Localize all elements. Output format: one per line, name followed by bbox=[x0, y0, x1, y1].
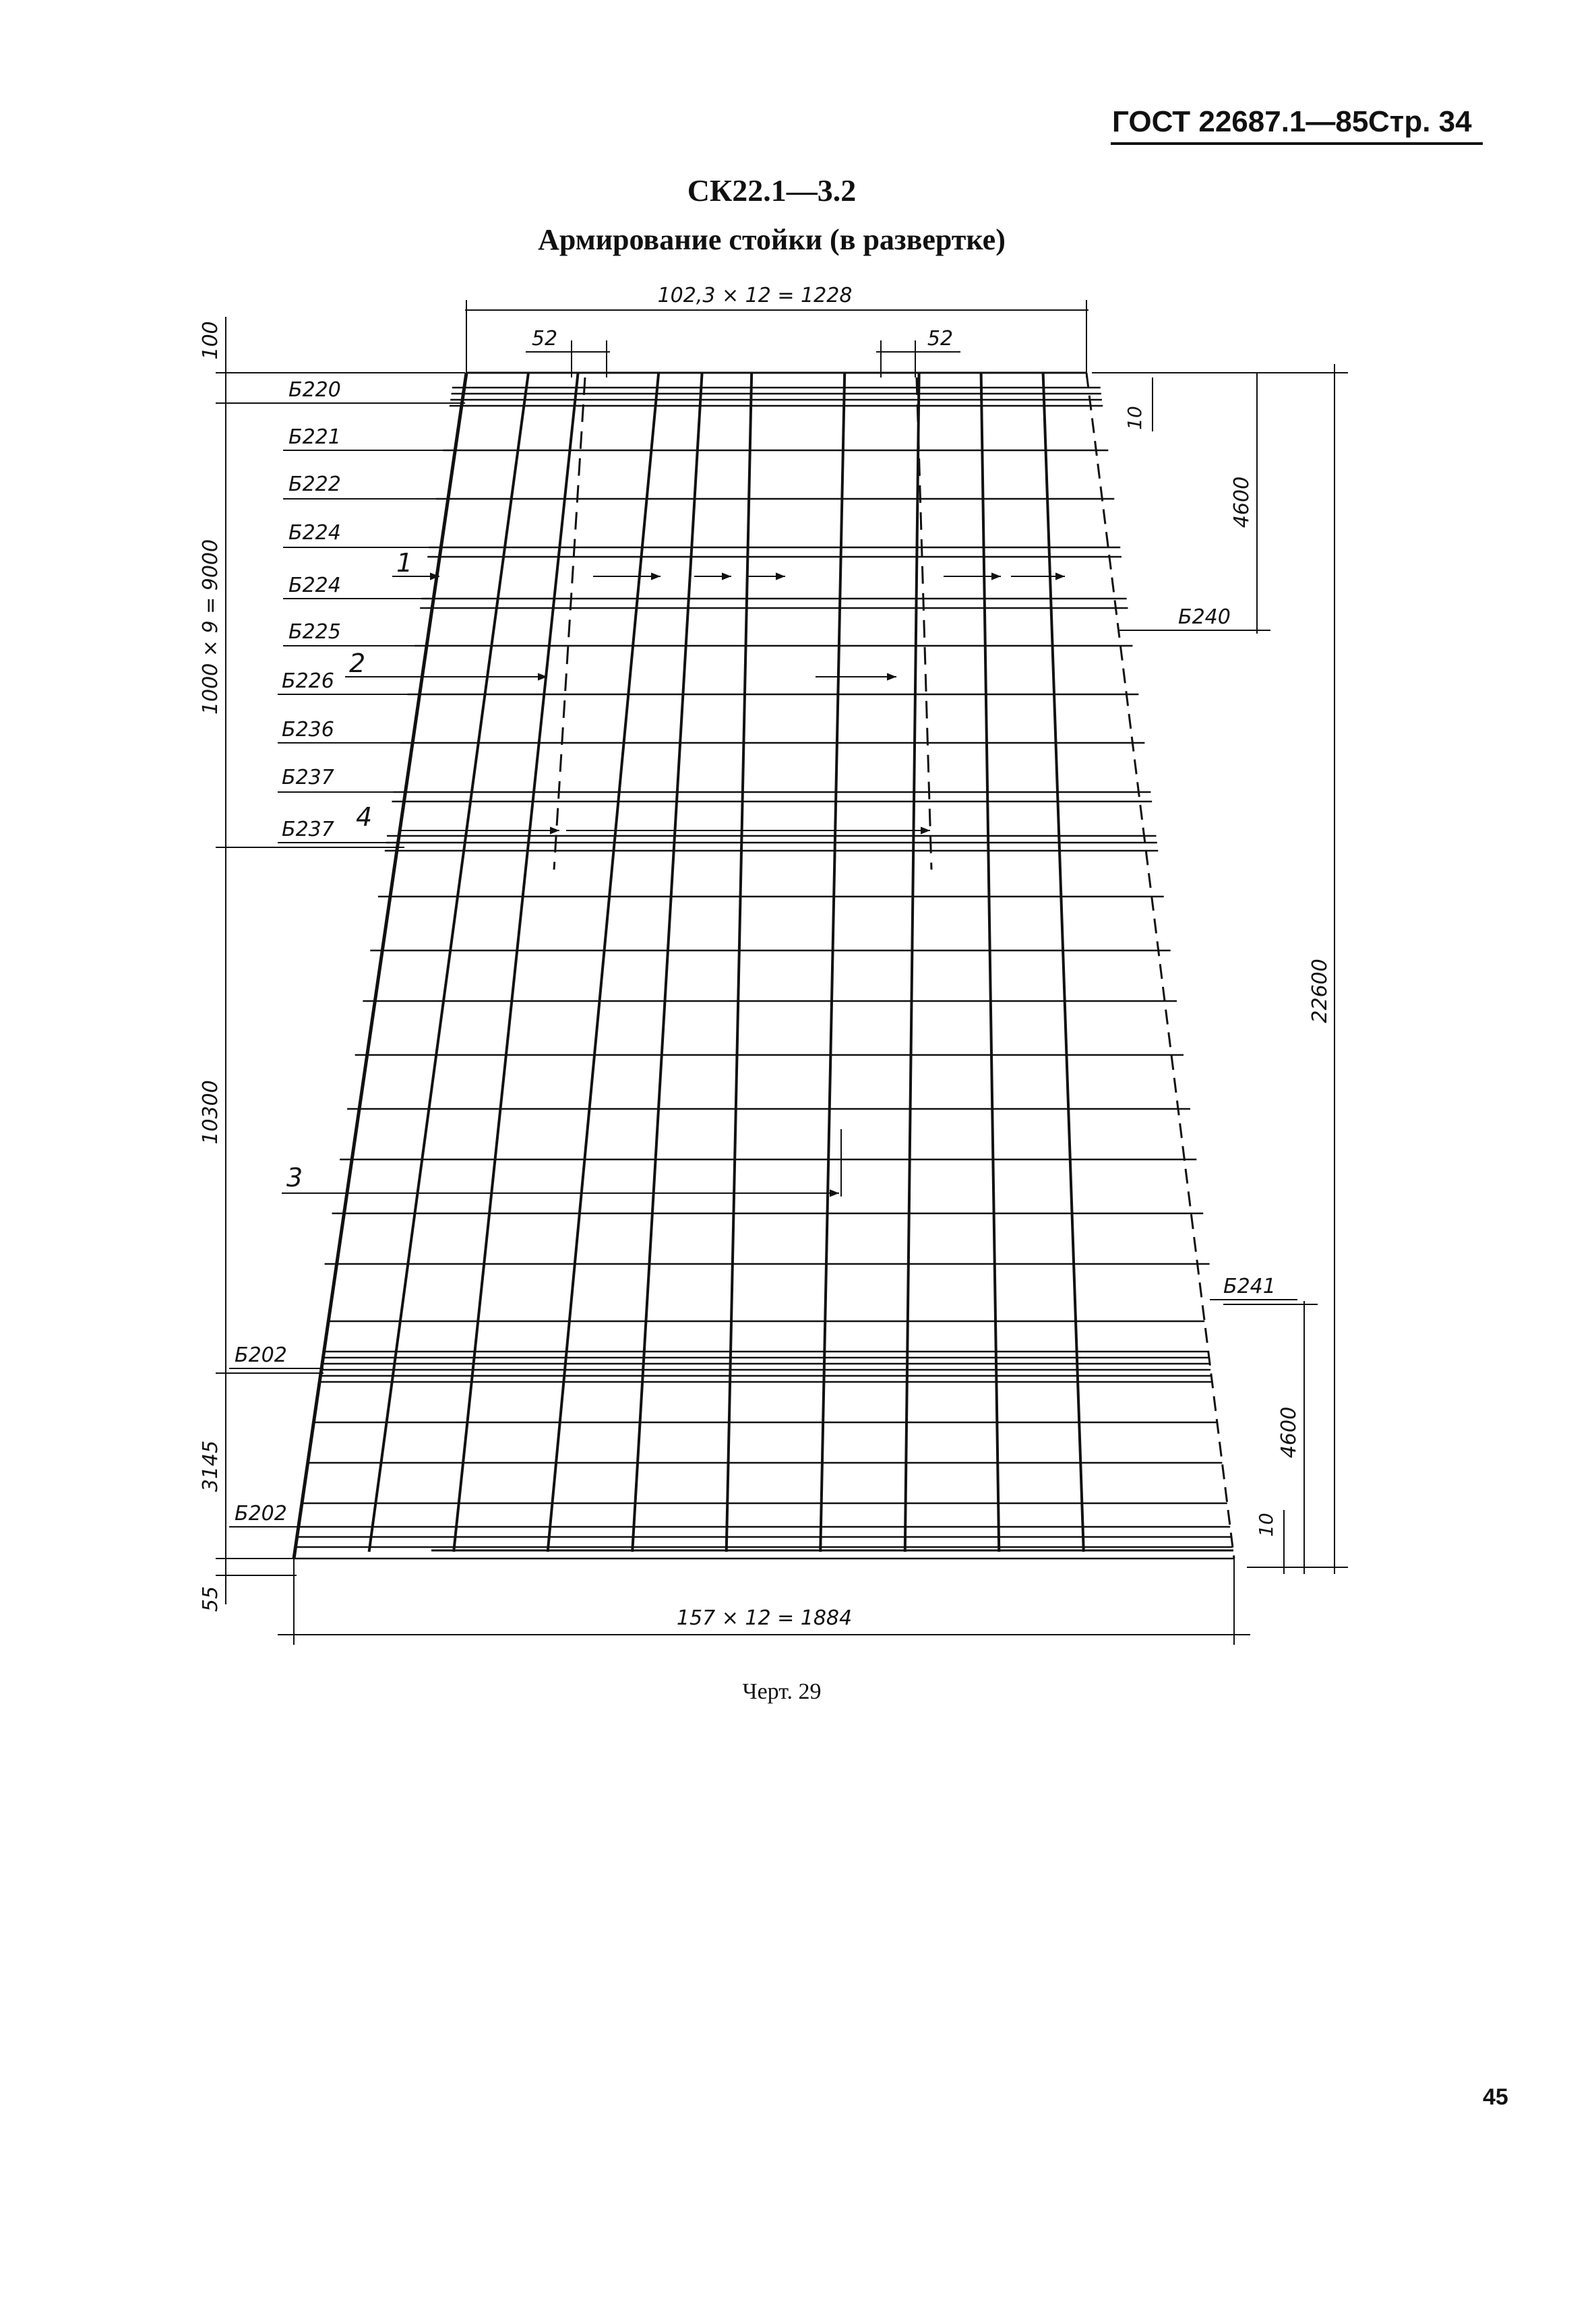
offset-left-label: 52 bbox=[531, 327, 558, 351]
bar-label: Б236 bbox=[282, 718, 334, 742]
longitudinal-bar bbox=[1043, 373, 1084, 1552]
page-number: 45 bbox=[1483, 2084, 1508, 2110]
bar-label: Б224 bbox=[288, 574, 341, 597]
bottom-width-dimension bbox=[278, 1557, 1250, 1645]
page-reference: Стр. 34 bbox=[1368, 105, 1472, 138]
drawing-title: СК22.1—3.2 bbox=[687, 173, 857, 208]
bottom-bar-labels bbox=[229, 1343, 324, 1527]
reinforcement-grid bbox=[294, 373, 1234, 1559]
total-height-label: 22600 bbox=[1308, 959, 1332, 1023]
drawing-subtitle: Армирование стойки (в развертке) bbox=[538, 223, 1006, 256]
upper-zone-label: 1000 × 9 = 9000 bbox=[199, 539, 222, 715]
lower-zone-label: 3145 bbox=[199, 1440, 222, 1492]
marker-1: 1 bbox=[396, 548, 413, 578]
top-width-label: 102,3 × 12 = 1228 bbox=[657, 284, 853, 307]
bottom-margin-label: 55 bbox=[199, 1585, 222, 1612]
bar-labels bbox=[229, 378, 465, 843]
longitudinal-bar bbox=[727, 373, 752, 1552]
top-width-dimension bbox=[465, 284, 1088, 377]
right-upper-label: 4600 bbox=[1230, 476, 1254, 528]
bar-label: Б224 bbox=[288, 521, 341, 545]
figure-caption: Черт. 29 bbox=[742, 1679, 822, 1704]
longitudinal-bar bbox=[981, 373, 1000, 1552]
marker-3: 3 bbox=[286, 1163, 303, 1192]
longitudinal-bar bbox=[905, 373, 919, 1552]
offset-right-dimension bbox=[876, 327, 960, 377]
grid-left-edge bbox=[294, 373, 466, 1559]
bar-label: Б225 bbox=[288, 620, 341, 644]
gap-top-label: 10 bbox=[1124, 406, 1146, 430]
offset-right-label: 52 bbox=[927, 327, 954, 351]
bar-label: Б240 bbox=[1178, 605, 1231, 629]
marker-4: 4 bbox=[356, 802, 373, 832]
right-lower-label: 4600 bbox=[1277, 1406, 1301, 1459]
left-dimension-chain bbox=[199, 317, 465, 1612]
bar-label: Б241 bbox=[1223, 1275, 1276, 1298]
longitudinal-bar bbox=[369, 373, 528, 1552]
gap-bottom-label: 10 bbox=[1255, 1513, 1277, 1537]
middle-zone-label: 10300 bbox=[199, 1080, 222, 1145]
bar-label: Б221 bbox=[288, 425, 341, 449]
bottom-width-label: 157 × 12 = 1884 bbox=[676, 1606, 853, 1630]
longitudinal-bar bbox=[454, 373, 578, 1552]
offset-left-dimension bbox=[526, 327, 610, 377]
bar-label: Б220 bbox=[288, 378, 341, 402]
grid-right-edge bbox=[1086, 373, 1234, 1559]
bar-label: Б202 bbox=[235, 1343, 287, 1367]
bar-label: Б237 bbox=[282, 818, 334, 841]
right-bar-labels bbox=[1124, 605, 1297, 1300]
longitudinal-bar bbox=[820, 373, 845, 1552]
top-margin-label: 100 bbox=[199, 321, 222, 360]
bar-label: Б237 bbox=[282, 766, 334, 789]
bar-label: Б202 bbox=[235, 1502, 287, 1525]
right-dimension-chain bbox=[1092, 364, 1348, 1574]
standard-code: ГОСТ 22687.1—85 bbox=[1112, 105, 1369, 138]
bar-label: Б222 bbox=[288, 473, 341, 496]
marker-2: 2 bbox=[349, 648, 366, 678]
bar-label: Б226 bbox=[282, 669, 334, 693]
